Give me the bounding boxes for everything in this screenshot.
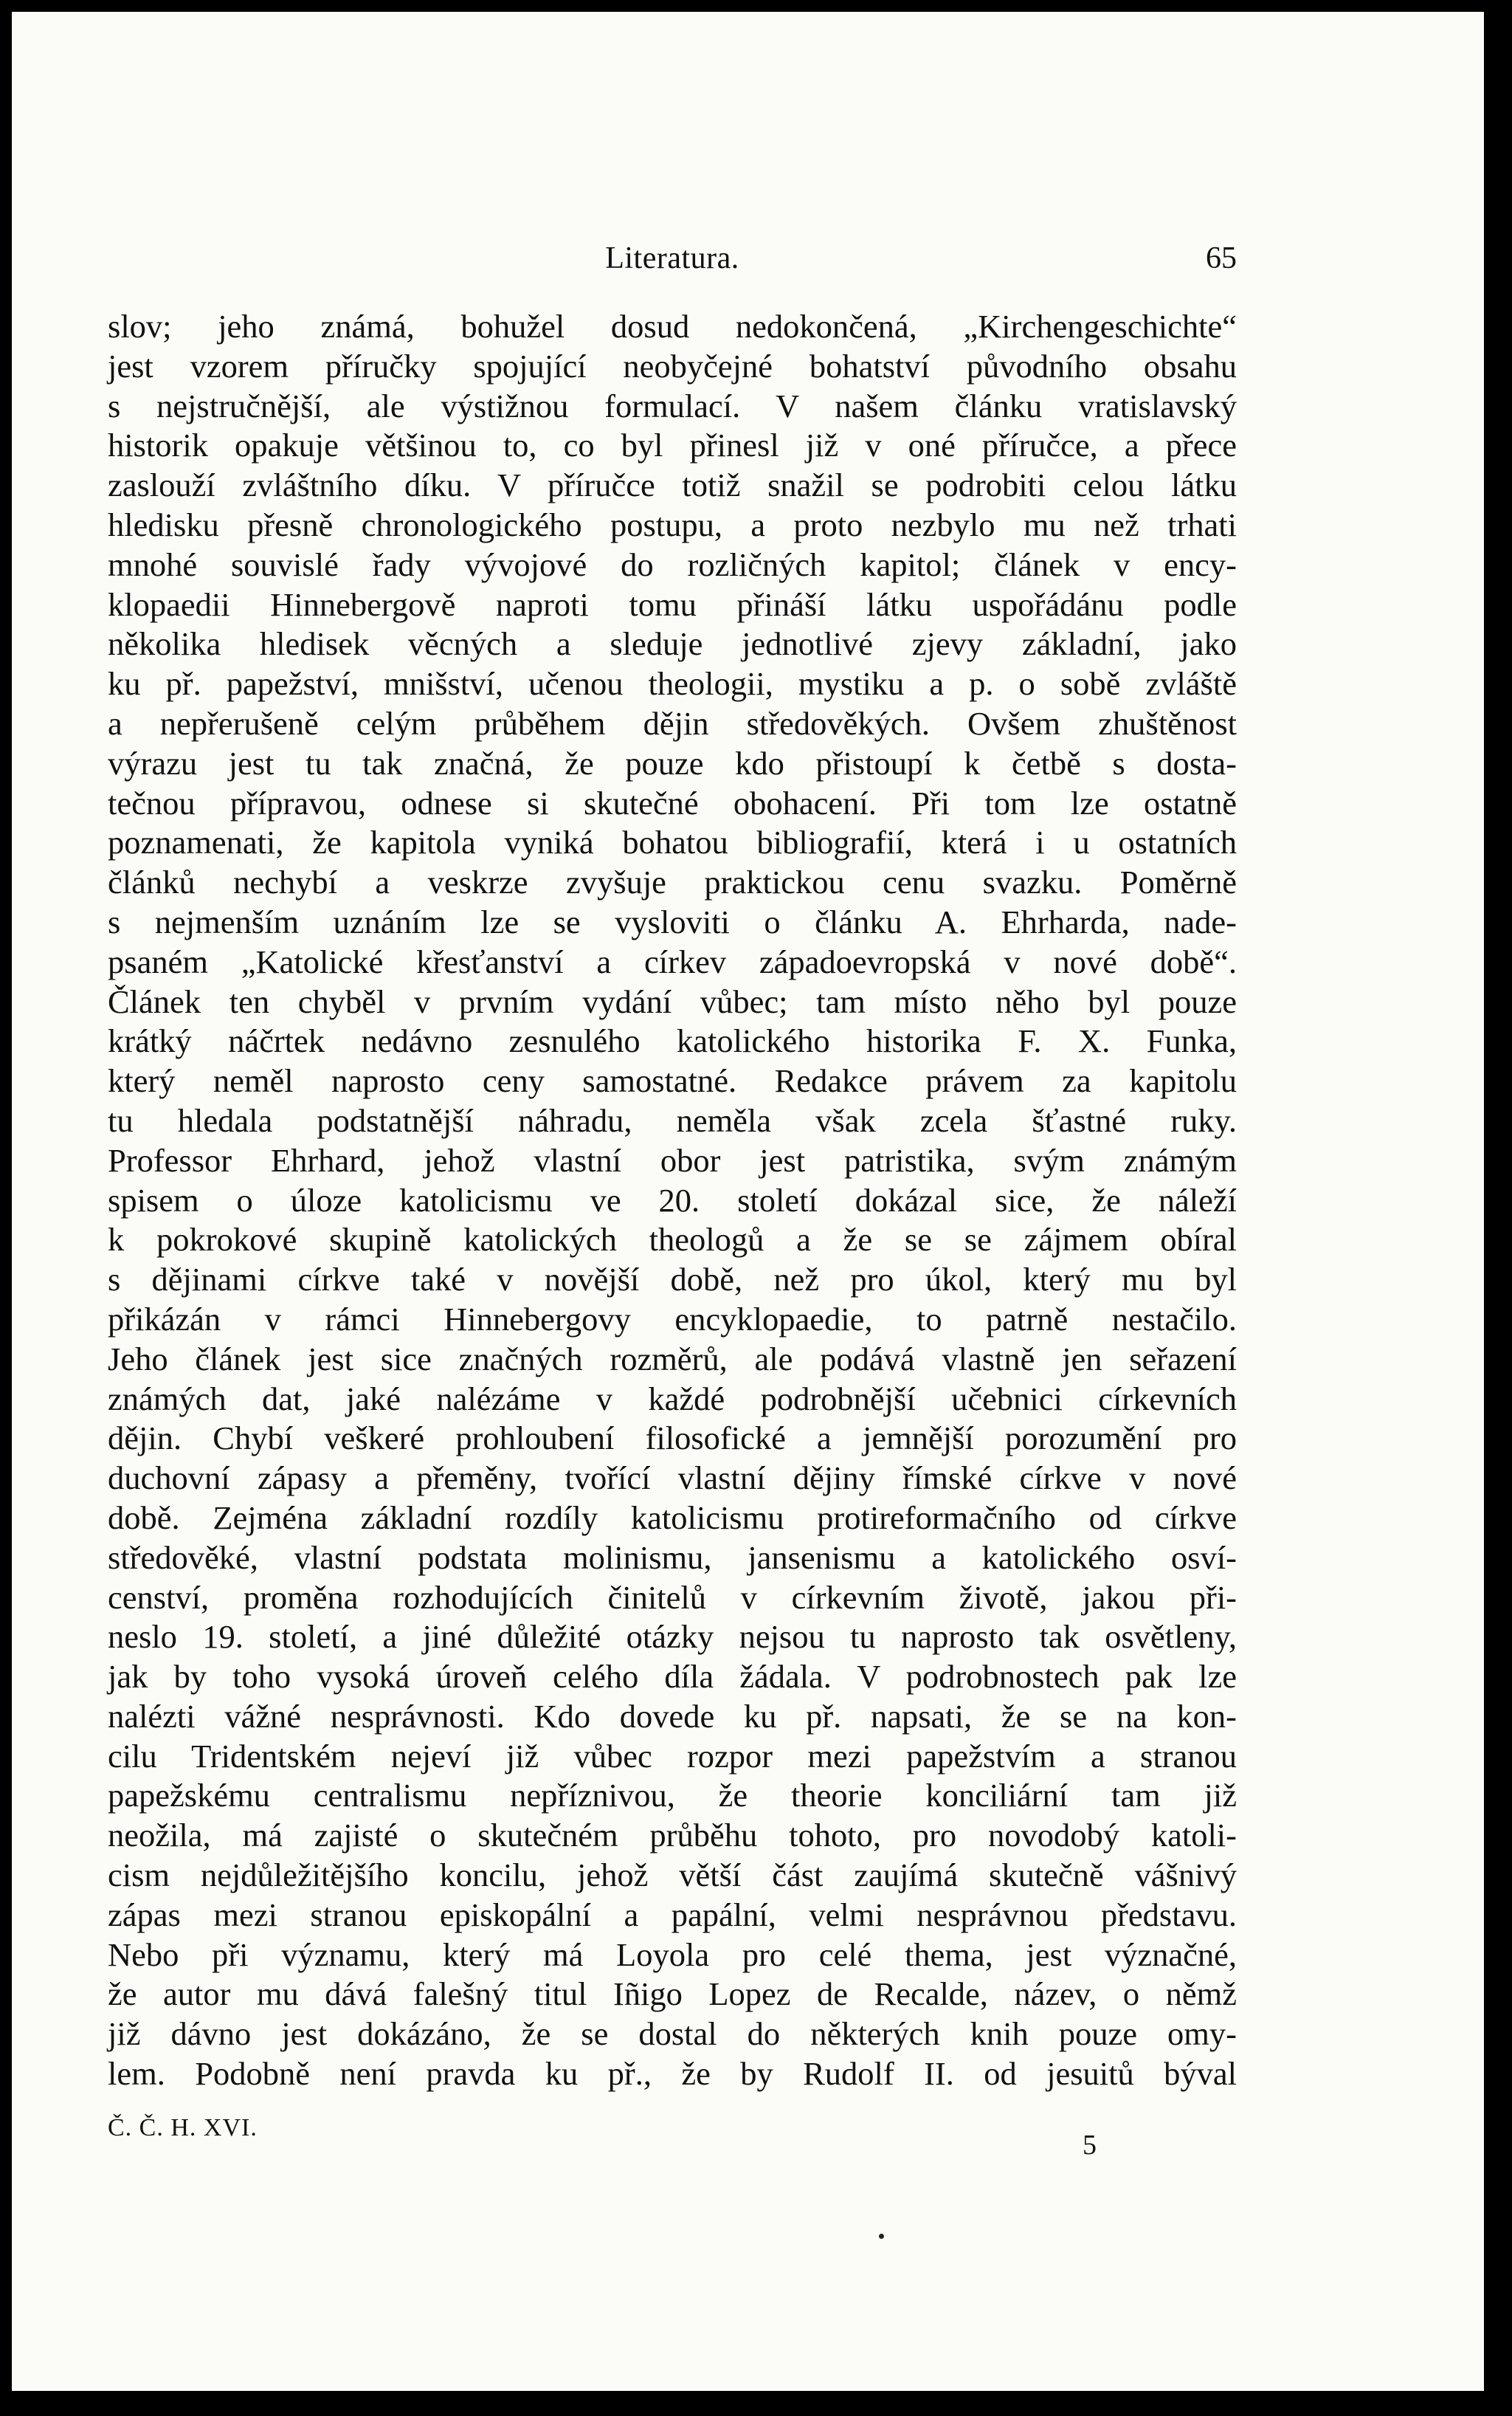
running-head: Literatura. [605,241,739,275]
text-line: že autor mu dává falešný titul Iñigo Lopez de Recalde, název, o němž [108,1975,1237,2013]
text-line: ku př. papežství, mnišství, učenou theologii, mystiku a p. o sobě zvláště [108,665,1237,703]
text-line: známých dat, jaké nalézáme v každé podrobnější učebnici církevních [108,1380,1237,1417]
text-line: tu hledala podstatnější náhradu, neměla však zcela šťastné ruky. [108,1101,1237,1139]
text-line: mnohé souvislé řady vývojové do rozličných kapitol; článek v ency- [108,546,1237,583]
text-line: který neměl naprosto ceny samostatné. Redakce právem za kapitolu [108,1062,1237,1100]
text-line: článků nechybí a veskrze zvyšuje praktickou cenu svazku. Poměrně [108,864,1237,901]
body-text [108,307,1237,2094]
text-line: středověké, vlastní podstata molinismu, jansenismu a katolického osví- [108,1538,1237,1576]
text-line: duchovní zápasy a přeměny, tvořící vlastní dějiny římské církve v nové [108,1459,1237,1497]
text-line: lem. Podobně není pravda ku př., že by Rudolf II. od jesuitů býval [108,2055,1237,2093]
text-line: poznamenati, že kapitola vyniká bohatou bibliografií, která i u ostatních [108,824,1237,861]
text-line: s nejstručnější, ale výstižnou formulací. V našem článku vratislavský [108,387,1237,424]
text-line: k pokrokové skupině katolických theologů a že se se zájmem obíral [108,1221,1237,1259]
text-line: cism nejdůležitějšího koncilu, jehož větší část zaujímá skutečně vášnivý [108,1856,1237,1894]
text-line: psaném „Katolické křesťanství a církev západoevropská v nové době“. [108,943,1237,980]
text-line: s dějinami církve také v novější době, než pro úkol, který mu byl [108,1261,1237,1298]
text-line: několika hledisek věcných a sleduje jednotlivé zjevy základní, jako [108,625,1237,663]
page-footer [108,2114,1237,2161]
text-line: Professor Ehrhard, jehož vlastní obor jest patristika, svým známým [108,1141,1237,1179]
text-line: zaslouží zvláštního díku. V příručce totiž snažil se podrobiti celou látku [108,467,1237,504]
text-line: výrazu jest tu tak značná, že pouze kdo přistoupí k četbě s dosta- [108,744,1237,782]
text-line: klopaedii Hinnebergově naproti tomu přináší látku uspořádánu podle [108,585,1237,623]
text-line: neslo 19. století, a jiné důležité otázky nejsou tu naprosto tak osvětleny, [108,1618,1237,1656]
text-line: již dávno jest dokázáno, že se dostal do některých knih pouze omy- [108,2015,1237,2053]
book-page [12,12,1484,2391]
ink-speck [879,2234,884,2239]
text-line: Nebo při významu, který má Loyola pro celé thema, jest význačné, [108,1935,1237,1973]
page-header [108,241,1237,285]
text-line: jest vzorem příručky spojující neobyčejné bohatství původního obsahu [108,347,1237,385]
text-line: krátký náčrtek nedávno zesnulého katolického historika F. X. Funka, [108,1022,1237,1060]
text-line: zápas mezi stranou episkopální a papální, velmi nesprávnou představu. [108,1896,1237,1933]
text-line: a nepřerušeně celým průběhem dějin středověkých. Ovšem zhuštěnost [108,704,1237,742]
text-line: hledisku přesně chronologického postupu, a proto nezbylo mu než trhati [108,506,1237,543]
text-line: neožila, má zajisté o skutečném průběhu tohoto, pro novodobý katoli- [108,1817,1237,1854]
text-line: papežskému centralismu nepříznivou, že theorie konciliární tam již [108,1777,1237,1814]
text-line: jak by toho vysoká úroveň celého díla žádala. V podrobnostech pak lze [108,1658,1237,1696]
signature-mark: Č. Č. H. XVI. [108,2114,258,2141]
text-line: cenství, proměna rozhodujících činitelů v církevním životě, jakou při- [108,1578,1237,1616]
text-line: spisem o úloze katolicismu ve 20. století dokázal sice, že náleží [108,1181,1237,1219]
text-line: tečnou přípravou, odnese si skutečné obohacení. Při tom lze ostatně [108,784,1237,822]
text-line: Článek ten chyběl v prvním vydání vůbec; tam místo něho byl pouze [108,982,1237,1020]
text-line: cilu Tridentském nejeví již vůbec rozpor mezi papežstvím a stranou [108,1737,1237,1775]
text-line: dějin. Chybí veškeré prohloubení filosofické a jemnější porozumění pro [108,1419,1237,1457]
text-line: Jeho článek jest sice značných rozměrů, ale podává vlastně jen seřazení [108,1340,1237,1377]
page-number: 65 [1206,241,1237,275]
text-line: době. Zejména základní rozdíly katolicismu protireformačního od církve [108,1498,1237,1536]
text-line: historik opakuje většinou to, co byl přinesl již v oné příručce, a přece [108,427,1237,464]
text-line: slov; jeho známá, bohužel dosud nedokončená, „Kirchengeschichte“ [108,308,1237,345]
text-line: nalézti vážné nesprávnosti. Kdo dovede ku př. napsati, že se na kon- [108,1697,1237,1735]
text-line: s nejmenším uznáním lze se vysloviti o článku A. Ehrharda, nade- [108,903,1237,940]
text-line: přikázán v rámci Hinnebergovy encyklopaedie, to patrně nestačilo. [108,1300,1237,1338]
sheet-number: 5 [1083,2130,1097,2161]
